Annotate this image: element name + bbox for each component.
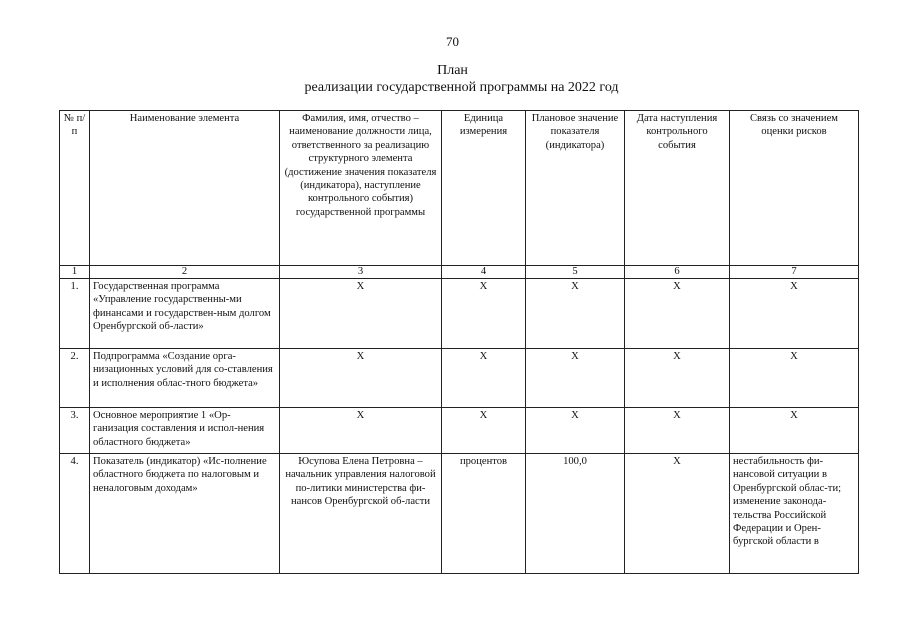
row-number: 3.	[60, 408, 90, 454]
row-number: 4.	[60, 454, 90, 574]
header-date: Дата наступления контрольного события	[625, 111, 730, 266]
column-number: 6	[625, 266, 730, 279]
unit-cell: X	[442, 279, 526, 349]
page-bottom-margin	[0, 575, 905, 640]
plan-table	[59, 110, 859, 574]
column-number-row	[60, 266, 859, 279]
element-name: Основное мероприятие 1 «Ор-ганизация составления и испол-нения областного бюджета»	[90, 408, 280, 454]
planned-value-cell: X	[526, 349, 625, 408]
row-number: 1.	[60, 279, 90, 349]
element-name: Показатель (индикатор) «Ис-полнение областного бюджета по налоговым и неналоговым доходам»	[90, 454, 280, 574]
column-number: 7	[730, 266, 859, 279]
responsible-cell: X	[280, 408, 442, 454]
header-unit: Единица измерения	[442, 111, 526, 266]
table-row	[60, 454, 859, 574]
planned-value-cell: X	[526, 408, 625, 454]
header-num: № п/п	[60, 111, 90, 266]
event-date-cell: X	[625, 454, 730, 574]
event-date-cell: X	[625, 349, 730, 408]
title-line-2: реализации государственной программы на 2022 год	[304, 80, 619, 95]
planned-value-cell: 100,0	[526, 454, 625, 574]
page-number: 70	[446, 34, 459, 49]
unit-cell: X	[442, 349, 526, 408]
event-date-cell: X	[625, 279, 730, 349]
title-line-1: План	[437, 63, 468, 78]
element-name: Государственная программа «Управление государственны-ми финансами и государствен-ным долгом Оренбургской об-ласти»	[90, 279, 280, 349]
header-risk: Связь со значением оценки рисков	[730, 111, 859, 266]
responsible-cell: Юсупова Елена Петровна – начальник управления налоговой по-литики министерства фи-нансов Оренбургской об-ласти	[280, 454, 442, 574]
risk-cell: X	[730, 349, 859, 408]
responsible-cell: X	[280, 349, 442, 408]
column-number: 5	[526, 266, 625, 279]
risk-cell: X	[730, 408, 859, 454]
column-number: 1	[60, 266, 90, 279]
element-name: Подпрограмма «Создание орга-низационных условий для со-ставления и исполнения облас-тного бюджета»	[90, 349, 280, 408]
document-title	[0, 62, 905, 96]
risk-cell: нестабильность фи-нансовой ситуации в Оренбургской облас-ти; изменение законода-тельства Российской Федерации и Орен-бургской области в	[730, 454, 859, 574]
table-row	[60, 279, 859, 349]
header-name: Наименование элемента	[90, 111, 280, 266]
responsible-cell: X	[280, 279, 442, 349]
header-planned: Плановое значение показателя (индикатора)	[526, 111, 625, 266]
event-date-cell: X	[625, 408, 730, 454]
risk-cell: X	[730, 279, 859, 349]
column-number: 4	[442, 266, 526, 279]
column-number: 3	[280, 266, 442, 279]
header-responsible: Фамилия, имя, отчество – наименование должности лица, ответственного за реализацию структурного элемента (достижение значения показателя (индикатора), наступление контрольного события) государственной программы	[280, 111, 442, 266]
column-number: 2	[90, 266, 280, 279]
header-row	[60, 111, 859, 266]
row-number: 2.	[60, 349, 90, 408]
planned-value-cell: X	[526, 279, 625, 349]
unit-cell: процентов	[442, 454, 526, 574]
table-row	[60, 349, 859, 408]
table-row	[60, 408, 859, 454]
unit-cell: X	[442, 408, 526, 454]
